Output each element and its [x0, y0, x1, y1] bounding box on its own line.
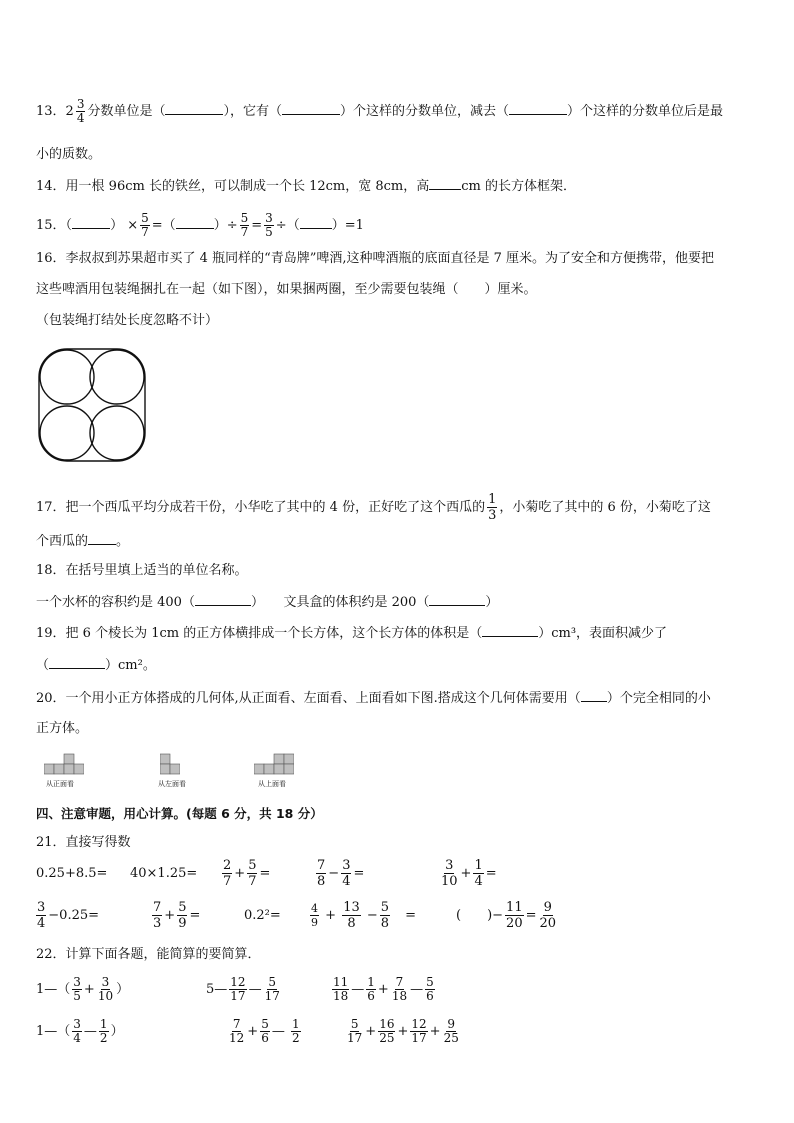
answer-blank[interactable]: [509, 102, 567, 115]
question-14: 14．用一根 96cm 长的铁丝，可以制成一个长 12cm，宽 8cm，高 cm 的长方体框架．: [36, 179, 577, 194]
question-19-line-2: （ ）cm²。: [36, 658, 156, 673]
answer-blank[interactable]: [72, 216, 110, 229]
bottle-circle: [40, 406, 94, 460]
calc-item: 0.25+8.5=: [36, 866, 108, 881]
bottle-circle: [90, 406, 144, 460]
question-20-line-2: 正方体。: [36, 721, 89, 736]
front-view-figure: [44, 752, 84, 776]
answer-blank[interactable]: [581, 689, 607, 702]
answer-blank[interactable]: [282, 102, 340, 115]
calc-expression: 1—（ $\frac{3}{4}$ — $\frac{1}{2}$ ）: [36, 1017, 124, 1045]
mixed-number-whole: 2: [65, 104, 74, 119]
question-22-title: 22．计算下面各题，能简算的要简算．: [36, 947, 261, 962]
calc-item: $\frac{4}{9}$ + $\frac{13}{8}$ − $\frac{5}{8}$ =: [311, 900, 416, 931]
calc-item: 0.2²=: [244, 908, 281, 923]
calc-item: $\frac{3}{4}$ −0.25=: [37, 900, 100, 931]
calc-item: ( )− $\frac{11}{20}$ = $\frac{9}{20}$: [456, 900, 557, 931]
top-view-label: 从上面看: [258, 780, 286, 788]
answer-blank[interactable]: [195, 593, 251, 606]
question-15: 15．（ ） × $\frac{5}{7}$ =（ ）÷ $\frac{5}{7}$ = $\frac{3}{5}$ ÷（ ）=1: [36, 211, 364, 239]
question-19-line-1: 19．把 6 个棱长为 1cm 的正方体横排成一个长方体，这个长方体的体积是（ ）cm³，表面积减少了: [36, 626, 668, 641]
question-18-title: 18．在括号里填上适当的单位名称。: [36, 563, 248, 578]
calc-item: $\frac{2}{7}$ + $\frac{5}{7}$ =: [223, 858, 271, 889]
calc-expression: $\frac{7}{12}$ + $\frac{5}{6}$ — $\frac{1}{2}$: [229, 1017, 300, 1045]
answer-blank[interactable]: [176, 216, 214, 229]
question-18-items: 一个水杯的容积约是 400（ ） 文具盒的体积约是 200（ ）: [36, 595, 499, 610]
question-13-line-1: 13．2 $\frac{3}{4}$ 分数单位是（ ），它有（ ）个这样的分数单位，减去（ ）个这样的分数单位后是最: [36, 97, 724, 125]
calc-expression: 1—（ $\frac{3}{5}$ + $\frac{3}{10}$ ）: [36, 975, 130, 1003]
calc-item: $\frac{7}{8}$ − $\frac{3}{4}$ =: [317, 858, 365, 889]
calc-item: 40×1.25=: [130, 866, 198, 881]
question-17-line-1: 17．把一个西瓜平均分成若干份，小华吃了其中的 4 份，正好吃了这个西瓜的 $\frac{1}{3}$ ，小菊吃了其中的 6 份，小菊吃了这: [36, 492, 711, 523]
question-16-note: （包装绳打结处长度忽略不计）: [36, 313, 219, 328]
bottle-circle: [90, 350, 144, 404]
answer-blank[interactable]: [300, 216, 332, 229]
question-21-title: 21．直接写得数: [36, 835, 131, 850]
answer-blank[interactable]: [429, 177, 461, 190]
left-view-figure: [160, 752, 180, 776]
answer-blank[interactable]: [49, 656, 105, 669]
answer-blank[interactable]: [429, 593, 485, 606]
fraction: $\frac{3}{4}$: [76, 97, 85, 125]
calc-expression: $\frac{11}{18}$ — $\frac{1}{6}$ + $\frac{7}{18}$ — $\frac{5}{6}$: [333, 975, 434, 1003]
answer-blank[interactable]: [165, 102, 223, 115]
question-16-line-1: 16．李叔叔到苏果超市买了 4 瓶同样的“青岛牌”啤酒,这种啤酒瓶的底面直径是 7 厘米。为了安全和方便携带，他要把: [36, 251, 715, 266]
left-view-label: 从左面看: [158, 780, 186, 788]
four-bottles-diagram: [36, 340, 148, 472]
front-view-label: 从正面看: [46, 780, 74, 788]
answer-blank[interactable]: [482, 624, 538, 637]
calc-expression: $\frac{5}{17}$ + $\frac{16}{25}$ + $\frac{12}{17}$ + $\frac{9}{25}$: [347, 1017, 459, 1045]
question-20-line-1: 20．一个用小正方体搭成的几何体,从正面看、左面看、上面看如下图.搭成这个几何体需要用（ ）个完全相同的小: [36, 691, 711, 706]
question-13-line-2: 小的质数。: [36, 147, 102, 162]
top-view-figure: [254, 752, 294, 776]
calc-expression: 5— $\frac{12}{17}$ — $\frac{5}{17}$: [206, 975, 280, 1003]
bottle-circle: [40, 350, 94, 404]
answer-blank[interactable]: [88, 532, 116, 545]
section-4-heading: 四、注意审题，用心计算。(每题 6 分，共 18 分）: [36, 806, 323, 821]
question-17-line-2: 个西瓜的 。: [36, 534, 130, 549]
calc-item: $\frac{7}{3}$ + $\frac{5}{9}$ =: [153, 900, 201, 931]
calc-item: $\frac{3}{10}$ + $\frac{1}{4}$ =: [441, 858, 497, 889]
question-16-line-2: 这些啤酒用包装绳捆扎在一起（如下图），如果捆两圈，至少需要包装绳（ ）厘米。: [36, 282, 537, 297]
